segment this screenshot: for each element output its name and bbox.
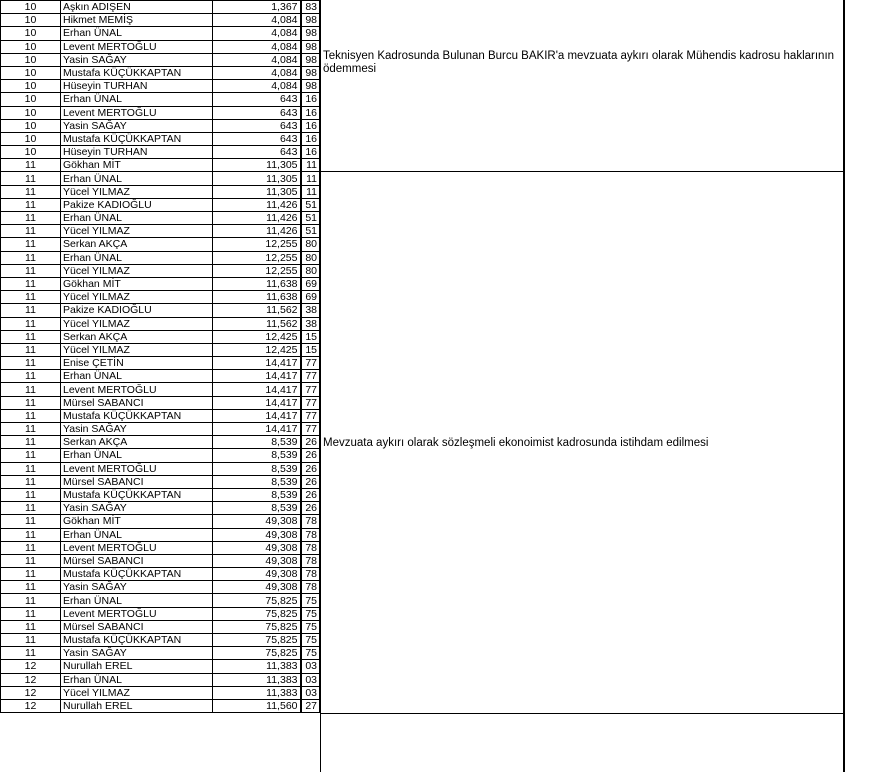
code-cell: 69 [301,291,320,304]
table-row [1,449,320,462]
group-number-cell: 11 [1,462,61,475]
group-number-cell: 11 [1,383,61,396]
code-cell: 15 [301,330,320,343]
table-row [1,436,320,449]
table-row [1,225,320,238]
group-number-cell: 11 [1,212,61,225]
person-name-cell: Levent MERTOĞLU [61,40,213,53]
person-name-cell: Gökhan MİT [61,515,213,528]
table-row [1,40,320,53]
amount-cell: 75,825 [213,594,301,607]
code-cell: 78 [301,528,320,541]
group-number-cell: 11 [1,554,61,567]
amount-cell: 12,255 [213,238,301,251]
amount-cell: 11,426 [213,198,301,211]
group-number-cell: 10 [1,66,61,79]
group-number-cell: 11 [1,317,61,330]
group-number-cell: 11 [1,291,61,304]
amount-cell: 4,084 [213,27,301,40]
code-cell: 75 [301,594,320,607]
table-row [1,27,320,40]
amount-cell: 11,426 [213,212,301,225]
group-number-cell: 11 [1,647,61,660]
group-number-cell: 10 [1,106,61,119]
amount-cell: 12,255 [213,251,301,264]
group-number-cell: 11 [1,225,61,238]
table-row [1,317,320,330]
group-number-cell: 11 [1,343,61,356]
group-number-cell: 10 [1,40,61,53]
table-row [1,53,320,66]
code-cell: 77 [301,396,320,409]
person-name-cell: Yücel YILMAZ [61,264,213,277]
group-number-cell: 11 [1,238,61,251]
amount-cell: 75,825 [213,620,301,633]
table-row [1,172,320,185]
code-cell: 15 [301,343,320,356]
group-number-cell: 11 [1,515,61,528]
person-name-cell: Mürsel SABANCI [61,620,213,633]
person-name-cell: Serkan AKÇA [61,436,213,449]
table-row [1,159,320,172]
table-row [1,673,320,686]
code-cell: 69 [301,277,320,290]
person-name-cell: Mustafa KÜÇÜKKAPTAN [61,66,213,79]
person-name-cell: Levent MERTOĞLU [61,462,213,475]
group-number-cell: 11 [1,594,61,607]
description-cell-group10 [320,0,845,171]
person-name-cell: Hikmet MEMİŞ [61,14,213,27]
table-row [1,607,320,620]
group-number-cell: 10 [1,132,61,145]
group-number-cell: 12 [1,660,61,673]
code-cell: 77 [301,383,320,396]
group-number-cell: 11 [1,528,61,541]
code-cell: 77 [301,423,320,436]
table-row [1,634,320,647]
person-name-cell: Mustafa KÜÇÜKKAPTAN [61,409,213,422]
amount-cell: 11,638 [213,277,301,290]
group-number-cell: 11 [1,541,61,554]
amount-cell: 11,638 [213,291,301,304]
code-cell: 77 [301,370,320,383]
table-row [1,119,320,132]
code-cell: 98 [301,14,320,27]
code-cell: 80 [301,251,320,264]
person-name-cell: Erhan ÜNAL [61,673,213,686]
person-name-cell: Pakize KADIOĞLU [61,198,213,211]
person-name-cell: Erhan ÜNAL [61,251,213,264]
table-row [1,370,320,383]
amount-cell: 49,308 [213,554,301,567]
amount-cell: 49,308 [213,581,301,594]
code-cell: 98 [301,27,320,40]
person-name-cell: Yasin SAĞAY [61,119,213,132]
code-cell: 26 [301,462,320,475]
person-name-cell: Nurullah EREL [61,660,213,673]
code-cell: 78 [301,515,320,528]
amount-cell: 11,562 [213,317,301,330]
group-number-cell: 12 [1,686,61,699]
table-row [1,106,320,119]
group-number-cell: 11 [1,436,61,449]
table-row [1,568,320,581]
group-number-cell: 11 [1,159,61,172]
person-name-cell: Levent MERTOĞLU [61,106,213,119]
table-row [1,528,320,541]
amount-cell: 11,383 [213,673,301,686]
person-name-cell: Erhan ÜNAL [61,212,213,225]
person-name-cell: Mürsel SABANCI [61,396,213,409]
code-cell: 51 [301,212,320,225]
person-name-cell: Levent MERTOĞLU [61,383,213,396]
person-name-cell: Mustafa KÜÇÜKKAPTAN [61,568,213,581]
group-number-cell: 11 [1,620,61,633]
person-name-cell: Hüseyin TURHAN [61,146,213,159]
person-name-cell: Gökhan MİT [61,277,213,290]
group-number-cell: 11 [1,185,61,198]
group-number-cell: 10 [1,119,61,132]
person-name-cell: Mürsel SABANCI [61,475,213,488]
group-number-cell: 11 [1,330,61,343]
table-row [1,291,320,304]
table-row [1,475,320,488]
code-cell: 75 [301,620,320,633]
person-name-cell: Erhan ÜNAL [61,172,213,185]
code-cell: 16 [301,146,320,159]
amount-cell: 14,417 [213,357,301,370]
person-name-cell: Erhan ÜNAL [61,93,213,106]
amount-cell: 643 [213,106,301,119]
group-number-cell: 11 [1,357,61,370]
group-number-cell: 11 [1,198,61,211]
group-number-cell: 11 [1,581,61,594]
amount-cell: 11,383 [213,660,301,673]
amount-cell: 643 [213,146,301,159]
amount-cell: 11,560 [213,699,301,712]
person-name-cell: Hüseyin TURHAN [61,80,213,93]
table-row [1,198,320,211]
code-cell: 98 [301,80,320,93]
amount-cell: 14,417 [213,409,301,422]
group-number-cell: 11 [1,172,61,185]
amount-cell: 11,305 [213,185,301,198]
table-row [1,185,320,198]
table-row [1,212,320,225]
table-row [1,409,320,422]
person-name-cell: Yücel YILMAZ [61,291,213,304]
table-row [1,515,320,528]
amount-cell: 11,305 [213,159,301,172]
group-number-cell: 11 [1,568,61,581]
group-number-cell: 10 [1,1,61,14]
code-cell: 78 [301,541,320,554]
table-row [1,581,320,594]
group-number-cell: 11 [1,502,61,515]
amount-cell: 49,308 [213,515,301,528]
group-number-cell: 11 [1,409,61,422]
table-row [1,330,320,343]
code-cell: 77 [301,357,320,370]
table-body [1,1,320,713]
code-cell: 26 [301,436,320,449]
amount-cell: 11,305 [213,172,301,185]
person-name-cell: Serkan AKÇA [61,238,213,251]
person-name-cell: Yücel YILMAZ [61,185,213,198]
code-cell: 83 [301,1,320,14]
table-row [1,343,320,356]
code-cell: 16 [301,93,320,106]
description-text-group10: Teknisyen Kadrosunda Bulunan Burcu BAKIR'a mevzuata aykırı olarak Mühendis kadrosu haklarının ödemmesi [323,50,835,75]
code-cell: 51 [301,198,320,211]
code-cell: 75 [301,647,320,660]
table-row [1,132,320,145]
amount-cell: 14,417 [213,383,301,396]
amount-cell: 14,417 [213,423,301,436]
amount-cell: 14,417 [213,370,301,383]
amount-cell: 14,417 [213,396,301,409]
table-row [1,264,320,277]
table-row [1,304,320,317]
code-cell: 26 [301,475,320,488]
group-number-cell: 11 [1,251,61,264]
table-row [1,14,320,27]
person-name-cell: Levent MERTOĞLU [61,607,213,620]
amount-cell: 8,539 [213,462,301,475]
table-row [1,93,320,106]
person-name-cell: Serkan AKÇA [61,330,213,343]
group-number-cell: 11 [1,304,61,317]
right-border-rule [843,0,845,772]
amount-cell: 11,383 [213,686,301,699]
group-number-cell: 10 [1,93,61,106]
code-cell: 16 [301,132,320,145]
person-name-cell: Mustafa KÜÇÜKKAPTAN [61,634,213,647]
table-row [1,396,320,409]
amount-cell: 8,539 [213,502,301,515]
amount-cell: 643 [213,119,301,132]
person-name-cell: Yasin SAĞAY [61,423,213,436]
person-name-cell: Erhan ÜNAL [61,594,213,607]
code-cell: 38 [301,317,320,330]
person-name-cell: Erhan ÜNAL [61,27,213,40]
amount-cell: 12,425 [213,343,301,356]
table-row [1,660,320,673]
person-name-cell: Mustafa KÜÇÜKKAPTAN [61,132,213,145]
code-cell: 78 [301,568,320,581]
amount-cell: 75,825 [213,647,301,660]
description-cell-group11 [320,171,845,713]
code-cell: 16 [301,119,320,132]
group-number-cell: 10 [1,53,61,66]
table-row [1,594,320,607]
code-cell: 26 [301,449,320,462]
group-number-cell: 11 [1,449,61,462]
code-cell: 11 [301,185,320,198]
person-name-cell: Aşkın ADIŞEN [61,1,213,14]
code-cell: 27 [301,699,320,712]
code-cell: 03 [301,673,320,686]
code-cell: 78 [301,581,320,594]
amount-cell: 4,084 [213,53,301,66]
code-cell: 75 [301,607,320,620]
code-cell: 03 [301,686,320,699]
person-name-cell: Pakize KADIOĞLU [61,304,213,317]
code-cell: 75 [301,634,320,647]
code-cell: 78 [301,554,320,567]
table-row [1,383,320,396]
amount-cell: 8,539 [213,449,301,462]
amount-cell: 4,084 [213,80,301,93]
amount-cell: 643 [213,93,301,106]
amount-cell: 4,084 [213,14,301,27]
person-name-cell: Yasin SAĞAY [61,502,213,515]
group-number-cell: 11 [1,264,61,277]
group-number-cell: 11 [1,277,61,290]
amount-cell: 49,308 [213,528,301,541]
person-name-cell: Yücel YILMAZ [61,317,213,330]
person-name-cell: Yücel YILMAZ [61,686,213,699]
group-number-cell: 10 [1,14,61,27]
code-cell: 80 [301,264,320,277]
person-name-cell: Erhan ÜNAL [61,370,213,383]
person-name-cell: Enise ÇETİN [61,357,213,370]
group-number-cell: 12 [1,699,61,712]
amount-cell: 11,426 [213,225,301,238]
amount-cell: 4,084 [213,40,301,53]
code-cell: 77 [301,409,320,422]
group-number-cell: 11 [1,396,61,409]
table-row [1,238,320,251]
amount-cell: 1,367 [213,1,301,14]
group-number-cell: 12 [1,673,61,686]
person-name-cell: Erhan ÜNAL [61,528,213,541]
person-name-cell: Gökhan MİT [61,159,213,172]
amount-cell: 8,539 [213,475,301,488]
group-number-cell: 10 [1,146,61,159]
table-row [1,647,320,660]
group-number-cell: 11 [1,475,61,488]
code-cell: 11 [301,172,320,185]
table-row [1,488,320,501]
description-text-group11: Mevzuata aykırı olarak sözleşmeli ekonoimist kadrosunda istihdam edilmesi [323,437,709,449]
group-number-cell: 11 [1,488,61,501]
code-cell: 16 [301,106,320,119]
code-cell: 98 [301,53,320,66]
code-cell: 98 [301,40,320,53]
table-row [1,620,320,633]
table-row [1,699,320,712]
code-cell: 51 [301,225,320,238]
amount-cell: 75,825 [213,607,301,620]
table-row [1,686,320,699]
table-row [1,502,320,515]
table-row [1,146,320,159]
person-name-cell: Nurullah EREL [61,699,213,712]
code-cell: 03 [301,660,320,673]
group-number-cell: 10 [1,27,61,40]
code-cell: 11 [301,159,320,172]
person-name-cell: Yücel YILMAZ [61,225,213,238]
group-number-cell: 11 [1,634,61,647]
table-row [1,251,320,264]
table-row [1,462,320,475]
table-row [1,554,320,567]
table-row [1,1,320,14]
amount-cell: 4,084 [213,66,301,79]
code-cell: 98 [301,66,320,79]
amount-cell: 11,562 [213,304,301,317]
amount-cell: 49,308 [213,568,301,581]
table-row [1,541,320,554]
code-cell: 80 [301,238,320,251]
table-row [1,66,320,79]
table-row [1,80,320,93]
amount-cell: 75,825 [213,634,301,647]
group-number-cell: 10 [1,80,61,93]
person-name-cell: Yasin SAĞAY [61,581,213,594]
code-cell: 26 [301,488,320,501]
code-cell: 26 [301,502,320,515]
table-row [1,277,320,290]
group-number-cell: 11 [1,423,61,436]
person-name-cell: Yasin SAĞAY [61,53,213,66]
amount-cell: 49,308 [213,541,301,554]
person-name-cell: Levent MERTOĞLU [61,541,213,554]
person-name-cell: Mürsel SABANCI [61,554,213,567]
table-row [1,357,320,370]
amount-cell: 12,255 [213,264,301,277]
amount-cell: 12,425 [213,330,301,343]
person-name-cell: Erhan ÜNAL [61,449,213,462]
person-name-cell: Yücel YILMAZ [61,343,213,356]
group-number-cell: 11 [1,370,61,383]
code-cell: 38 [301,304,320,317]
amount-cell: 8,539 [213,488,301,501]
amount-cell: 8,539 [213,436,301,449]
person-name-cell: Mustafa KÜÇÜKKAPTAN [61,488,213,501]
spreadsheet-table [0,0,320,713]
description-cell-group12 [320,713,845,772]
table-row [1,423,320,436]
group-number-cell: 11 [1,607,61,620]
person-name-cell: Yasin SAĞAY [61,647,213,660]
amount-cell: 643 [213,132,301,145]
